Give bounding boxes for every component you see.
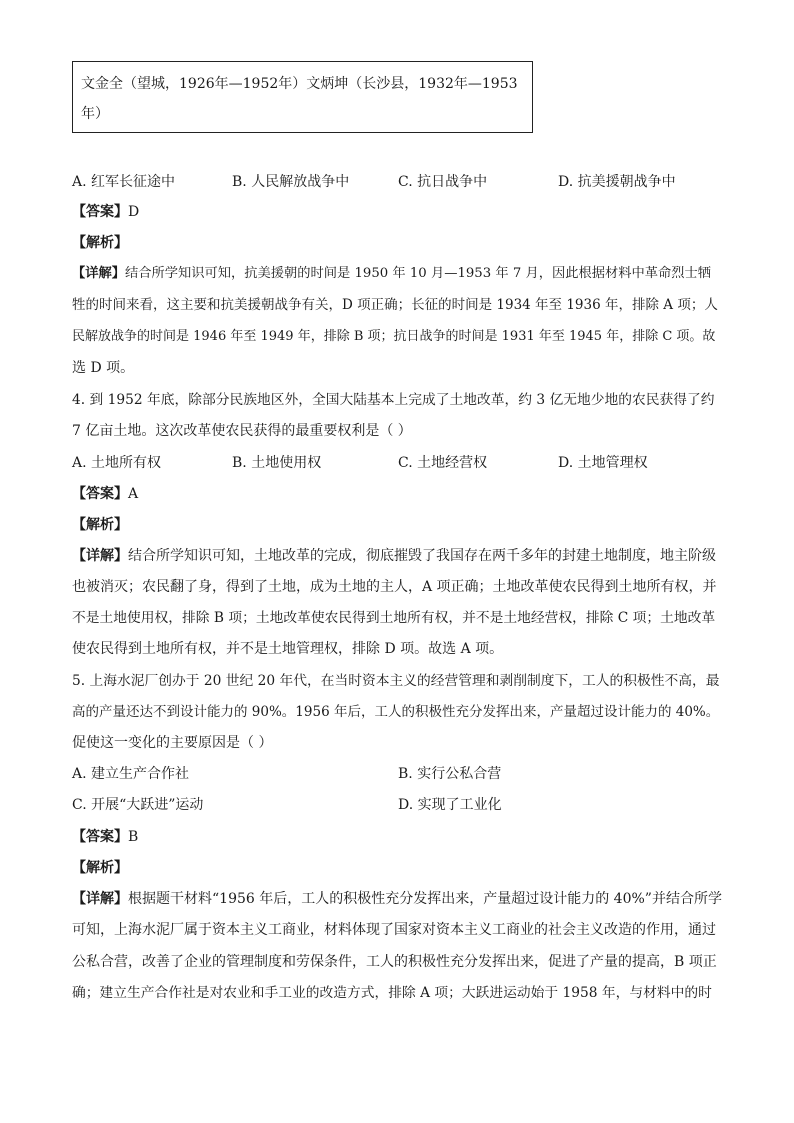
detail-line: 也被消灭；农民翻了身，得到了土地，成为土地的主人，A 项正确；土地改革使农民得到土地所有权，并 (72, 579, 717, 595)
answer-line (72, 484, 138, 504)
question-stem: 5. 上海水泥厂创办于 20 世纪 20 年代，在当时资本主义的经营管理和剥削制度下，工人的积极性不高，最 (72, 673, 720, 689)
question-stem: 促使这一变化的主要原因是（ ） (72, 735, 273, 751)
option-b: B. 人民解放战争中 (232, 174, 350, 190)
option-a: A. 红军长征途中 (72, 174, 176, 190)
answer-line (72, 202, 139, 222)
answer-tag: 【答案】 (72, 829, 128, 845)
answer-line (72, 827, 138, 847)
question-stem: 4. 到 1952 年底，除部分民族地区外，全国大陆基本上完成了土地改革，约 3 亿无地少地的农民获得了约 (72, 392, 715, 408)
answer-value: A (128, 486, 139, 502)
detail-tag: 【详解】 (72, 266, 126, 281)
option-c: C. 开展“大跃进”运动 (72, 797, 204, 813)
answer-value: B (128, 829, 139, 845)
analysis-tag: 【解析】 (72, 517, 128, 533)
material-line: 文金全（望城，1926年—1952年）文炳坤（长沙县，1932年—1953 (81, 76, 518, 92)
detail-line: 不是土地使用权，排除 B 项；土地改革使农民得到土地所有权，并不是土地经营权，排除 C 项；土地改革 (72, 610, 716, 626)
answer-tag: 【答案】 (72, 486, 128, 502)
detail-tag: 【详解】 (72, 891, 128, 907)
answer-value: D (128, 204, 140, 220)
detail-line: 公私合营，改善了企业的管理制度和劳保条件，工人的积极性充分发挥出来，促进了产量的提高，B 项正 (72, 954, 717, 970)
detail-line: 选 D 项。 (72, 360, 135, 376)
option-a: A. 建立生产合作社 (72, 766, 190, 782)
option-d: D. 抗美援朝战争中 (558, 174, 676, 190)
option-c: C. 抗日战争中 (398, 174, 488, 190)
option-c: C. 土地经营权 (398, 455, 488, 471)
option-d: D. 土地管理权 (558, 455, 648, 471)
detail-text: 结合所学知识可知，土地改革的完成，彻底摧毁了我国存在两千多年的封建土地制度，地主阶级 (128, 548, 716, 564)
material-line: 年） (81, 106, 109, 122)
option-b: B. 实行公私合营 (398, 766, 502, 782)
detail-line: 可知，上海水泥厂属于资本主义工商业，材料体现了国家对资本主义工商业的社会主义改造的作用，通过 (72, 922, 716, 938)
question-stem: 7 亿亩土地。这次改革使农民获得的最重要权利是（ ） (72, 423, 412, 439)
analysis-tag: 【解析】 (72, 235, 128, 251)
detail-line (72, 264, 711, 284)
detail-text: 结合所学知识可知，抗美援朝的时间是 1950 年 10 月—1953 年 7 月，因此根据材料中革命烈士牺 (125, 266, 711, 281)
detail-line (72, 546, 716, 566)
detail-tag: 【详解】 (72, 548, 128, 564)
answer-tag: 【答案】 (72, 204, 128, 220)
detail-line (72, 889, 722, 909)
analysis-tag: 【解析】 (72, 860, 128, 876)
detail-line: 使农民得到土地所有权，并不是土地管理权，排除 D 项。故选 A 项。 (72, 641, 504, 657)
detail-text: 根据题干材料“1956 年后，工人的积极性充分发挥出来，产量超过设计能力的 40%”并结合所学 (128, 891, 722, 907)
detail-line: 确；建立生产合作社是对农业和手工业的改造方式，排除 A 项；大跃进运动始于 1958 年，与材料中的时 (72, 985, 712, 1001)
detail-line: 民解放战争的时间是 1946 年至 1949 年，排除 B 项；抗日战争的时间是 1931 年至 1945 年，排除 C 项。故 (72, 329, 716, 344)
option-a: A. 土地所有权 (72, 455, 162, 471)
option-b: B. 土地使用权 (232, 455, 322, 471)
detail-line: 牲的时间来看，这主要和抗美援朝战争有关，D 项正确；长征的时间是 1934 年至 1936 年，排除 A 项；人 (72, 297, 718, 313)
option-d: D. 实现了工业化 (398, 797, 502, 813)
material-box (72, 61, 533, 133)
question-stem: 高的产量还达不到设计能力的 90%。1956 年后，工人的积极性充分发挥出来，产量超过设计能力的 40%。 (72, 704, 720, 720)
